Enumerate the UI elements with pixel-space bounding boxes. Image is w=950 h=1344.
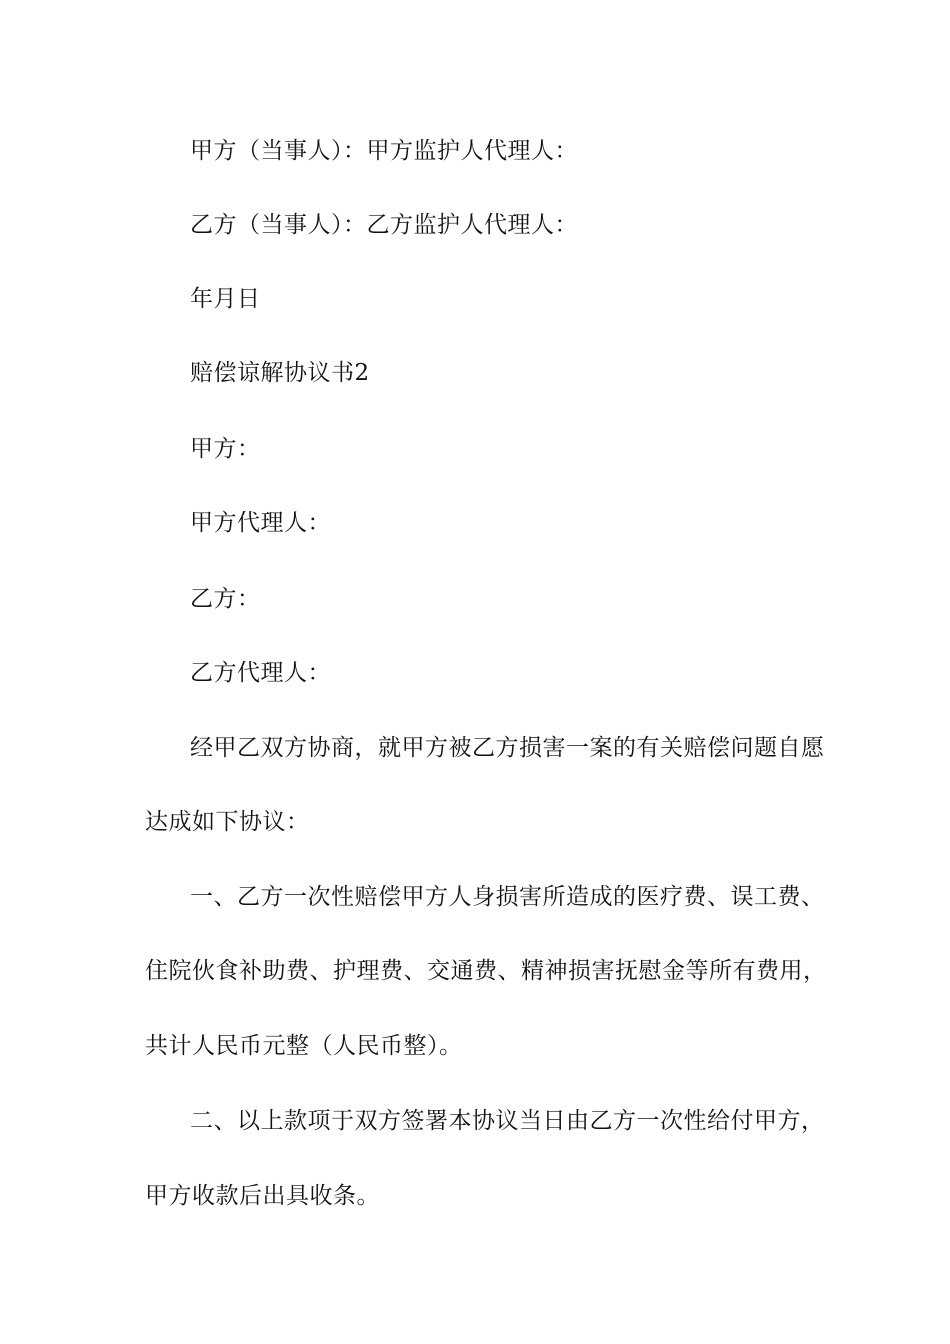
party-a-line: 甲方（当事人）：甲方监护人代理人： <box>190 138 578 164</box>
clause-2-line-2: 甲方收款后出具收条。 <box>145 1183 380 1209</box>
paragraph-intro-line-1: 经甲乙双方协商，就甲方被乙方损害一案的有关赔偿问题自愿 <box>190 735 825 761</box>
party-b-agent-field: 乙方代理人： <box>190 660 331 686</box>
party-b-line: 乙方（当事人）：乙方监护人代理人： <box>190 212 578 238</box>
clause-1-line-3: 共计人民币元整（人民币整）。 <box>145 1033 463 1059</box>
clause-1-line-1: 一、乙方一次性赔偿甲方人身损害所造成的医疗费、误工费、 <box>190 884 825 910</box>
clause-1-line-2: 住院伙食补助费、护理费、交通费、精神损害抚慰金等所有费用， <box>145 958 827 984</box>
document-title: 赔偿谅解协议书2 <box>190 360 370 386</box>
party-a-field: 甲方： <box>190 436 261 462</box>
date-line: 年月日 <box>190 286 261 312</box>
paragraph-intro-line-2: 达成如下协议： <box>145 809 310 835</box>
clause-2-line-1: 二、以上款项于双方签署本协议当日由乙方一次性给付甲方， <box>190 1108 825 1134</box>
party-a-agent-field: 甲方代理人： <box>190 510 331 536</box>
party-b-field: 乙方： <box>190 586 261 612</box>
